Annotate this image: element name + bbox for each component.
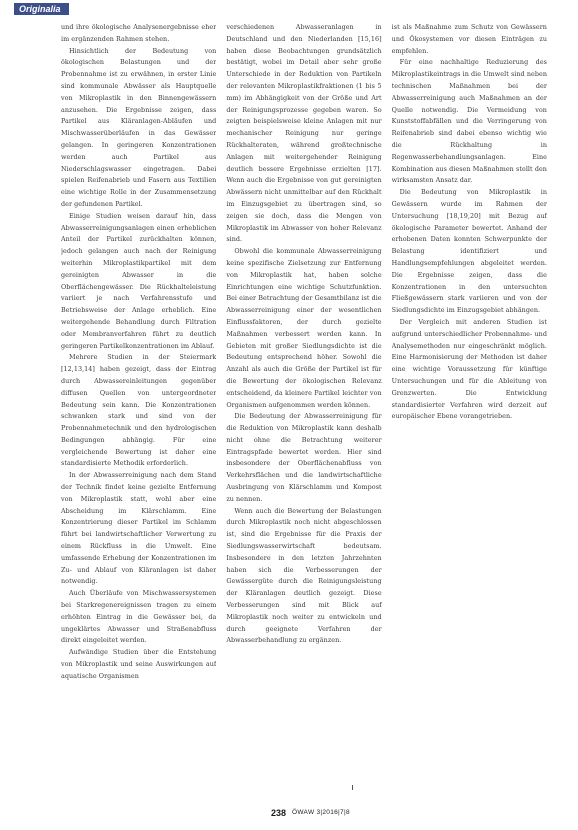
paragraph: Die Bedeutung von Mikroplastik in Gewässern wurde im Rahmen der Untersuchung [18,19,20] mit Bezug auf ökologische Parameter bewertet. Anhand der erhobenen Daten konnten Schwerpunkte der Belastung identifiziert und Handlungsempfehlungen abgeleitet werden. Die Ergebnisse zeigen, dass die Konzentrationen in den untersuchten Fließgewässern stark variieren und von der Siedlungsdichte im Einzugsgebiet abhängen. [391,188,547,315]
paragraph: Einige Studien weisen darauf hin, dass Abwasserreinigungsanlagen einen erheblichen Anteil der Partikel zurückhalten können, jedoch gelangen auch nach der Reinigung weiterhin Mikroplastikpartikel mit dem gereinigten Abwasser in die Oberflächengewässer. Die Rückhalteleistung variiert je nach Verfahrensstufe und Betriebsweise der Anlage erheblich. Eine weitergehende Behandlung durch Filtration oder Membranverfahren führt zu deutlich geringeren Partikelkonzentrationen im Ablauf. [61,211,217,350]
paragraph: ist als Maßnahme zum Schutz von Gewässern und Ökosystemen vor diesen Einträgen zu empfehlen. [391,23,547,55]
paragraph: Die Bedeutung der Abwasserreinigung für die Reduktion von Mikroplastik kann deshalb nicht ohne die Betrachtung weiterer Eintragspfade bewertet werden. Hier sind insbesondere der Oberflächenabfluss von Verkehrsflächen und die landwirtschaftliche Ausbringung von Klärschlamm und Kompost zu nennen. [226,412,382,503]
paragraph: In der Abwasserreinigung nach dem Stand der Technik findet keine gezielte Entfernung von Mikroplastik statt, wohl aber eine Abscheidung im Klärschlamm. Eine Konzentrierung dieser Partikel im Schlamm führt bei landwirtschaftlicher Verwertung zu einem Rückfluss in die Umwelt. Eine umfassende Erhebung der Konzentrationen im Zu- und Ablauf von Kläranlagen ist daher notwendig. [61,471,217,586]
paragraph: Der Vergleich mit anderen Studien ist aufgrund unterschiedlicher Probennahme- und Analysemethoden nur eingeschränkt möglich. Eine Harmonisierung der Methoden ist daher eine wichtige Voraussetzung für künftige Untersuchungen und für die Ableitung von Grenzwerten. Die Entwicklung standardisierter Verfahren wird derzeit auf europäischer Ebene vorangetrieben. [391,317,547,421]
paragraph: Hinsichtlich der Bedeutung von ökologischen Belastungen und der Probennahme ist zu erwähnen, in erster Linie sind kommunale Abwässer als Hauptquelle von Mikroplastik in den Binnengewässern anzusehen. Die Ergebnisse zeigen, dass Partikel aus Kläranlagen-Abläufen und Mischwasserüberläufen in das Gewässer gelangen. In geringeren Konzentrationen werden auch Partikel aus Niederschlagswasser eingetragen. Dabei spielen Reifenabrieb und Fasern aus Textilien eine wichtige Rolle in der Zusammensetzung der gefundenen Partikel. [61,46,217,208]
paragraph: Auch Überläufe von Mischwassersystemen bei Starkregenereignissen tragen zu einem erhöhten Eintrag in die Gewässer bei, da ungeklärtes Abwasser und Straßenabfluss direkt eingeleitet werden. [61,589,217,645]
column-right [392,22,547,790]
section-tag: Originalia [14,3,69,15]
page-footer [0,808,578,824]
journal-reference: ÖWAW 3|2016|7|8 [292,809,350,816]
column-end-mark [352,785,353,790]
paragraph: verschiedenen Abwasseranlagen in Deutschland und den Niederlanden [15,16] haben diese Beobachtungen grundsätzlich bestätigt, wobei im Detail aber sehr große Unterschiede in der Reduktion von Partikeln der relevanten Mikroplastikfraktionen (1 bis 5 mm) im Abhängigkeit von der Größe und Art der Reinigungsprozesse gegeben waren. So zeigten beispielsweise kleine Anlagen mit nur mechanischer Reinigung nur geringe Rückhalteraten, während großtechnische Anlagen mit weitergehender Reinigung deutlich bessere Ergebnisse erzielten [17]. Wenn auch die Ergebnisse von gut gereinigten Abwässern nicht unmittelbar auf den Rückhalt im Einzugsgebiet zu übertragen sind, so zeigen sie doch, dass die Mengen von Mikroplastik im Abwasser von hoher Relevanz sind. [226,23,382,244]
page-number: 238 [271,808,287,818]
paragraph: Aufwändige Studien über die Entstehung von Mikroplastik und seine Auswirkungen auf aquatische Organismen [61,648,217,680]
paragraph: und ihre ökologische Analysenergebnisse eher im ergänzenden Rahmen stehen. [61,23,217,43]
paragraph: Für eine nachhaltige Reduzierung des Mikroplastikeintrags in die Umwelt sind neben technischen Maßnahmen bei der Abwasserreinigung auch Maßnahmen an der Quelle notwendig. Die Vermeidung von Kunststoffabfällen und die Verringerung von Reifenabrieb sind dabei ebenso wichtig wie die Rückhaltung in Regenwasserbehandlungsanlagen. Eine Kombination aus diesen Maßnahmen stellt den wirksamsten Ansatz dar. [391,58,547,185]
column-middle [226,22,381,790]
header-bar [0,0,578,12]
paragraph: Wenn auch die Bewertung der Belastungen durch Mikroplastik noch nicht abgeschlossen ist, sind die Ergebnisse für die Praxis der Siedlungswasserwirtschaft bedeutsam. Insbesondere in den letzten Jahrzehnten haben sich die Verbesserungen der Gewässergüte durch die Reinigungsleistung der Kläranlagen deutlich gezeigt. Diese Verbesserungen sind mit Blick auf Mikroplastik noch weiter zu entwickeln und durch geeignete Verfahren der Abwasserbehandlung zu ergänzen. [226,506,382,645]
article-body [61,22,547,790]
paragraph: Obwohl die kommunale Abwasserreinigung keine spezifische Zielsetzung zur Entfernung von Mikroplastik hat, haben solche Einrichtungen eine wichtige Schutzfunktion. Bei einer Betrachtung der Gesamtbilanz ist die Abwasserreinigung einer der wesentlichen Einflussfaktoren, der durch gezielte Maßnahmen verbessert werden kann. In Gebieten mit großer Siedlungsdichte ist die Bedeutung entsprechend höher. Sowohl die Anzahl als auch die Größe der Partikel ist für die Bewertung der ökologischen Relevanz entscheidend, da kleinere Partikel leichter von Organismen aufgenommen werden können. [226,247,382,409]
column-left [61,22,216,790]
paragraph: Mehrere Studien in der Steiermark [12,13,14] haben gezeigt, dass der Eintrag durch Abwassereinleitungen gegenüber diffusen Quellen von untergeordneter Bedeutung sein kann. Die Konzentrationen schwanken stark und sind von der Probennahmetechnik und den hydrologischen Bedingungen abhängig. Für eine vergleichende Bewertung ist daher eine standardisierte Methodik erforderlich. [61,353,217,468]
